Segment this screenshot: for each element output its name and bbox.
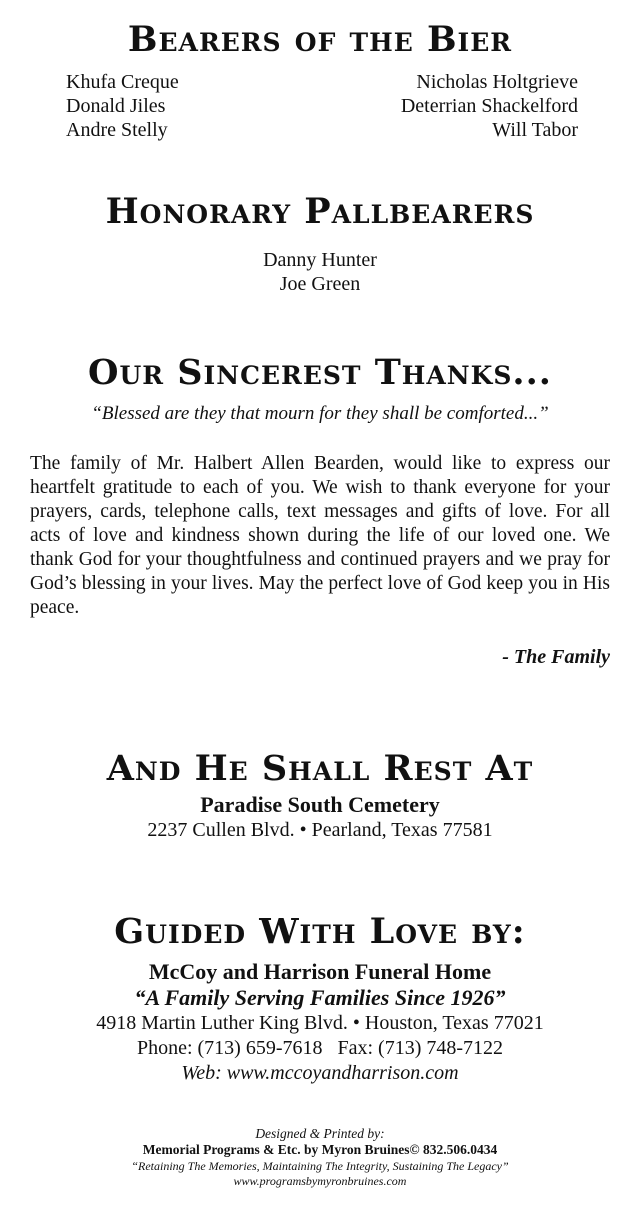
funeral-home-slogan: “A Family Serving Families Since 1926”	[134, 985, 506, 1010]
bearer-name: Deterrian Shackelford	[400, 95, 578, 117]
honorary-names	[0, 248, 640, 296]
honorary-heading: Honorary Pallbearers	[105, 191, 535, 232]
cemetery-name: Paradise South Cemetery	[200, 792, 440, 817]
funeral-home-web: Web: www.mccoyandharrison.com	[181, 1062, 459, 1084]
scripture-quote: “Blessed are they that mourn for they shall be comforted...”	[91, 403, 549, 424]
honorary-name: Danny Hunter	[263, 249, 377, 271]
bearers-heading: Bearers of the Bier	[127, 19, 513, 60]
designer-company: Memorial Programs & Etc. by Myron Bruines© 832.506.0434	[142, 1142, 498, 1157]
designer-website: www.programsbymyronbruines.com	[233, 1174, 407, 1188]
designed-by-label: Designed & Printed by:	[255, 1126, 385, 1141]
cemetery-address: 2237 Cullen Blvd. • Pearland, Texas 77581	[147, 819, 493, 841]
bearers-right-column	[401, 70, 578, 142]
funeral-home-phone: Phone: (713) 659-7618 Fax: (713) 748-7122	[136, 1037, 504, 1059]
funeral-home-name: McCoy and Harrison Funeral Home	[148, 959, 492, 984]
bearer-name: Donald Jiles	[66, 95, 166, 117]
bearer-name: Andre Stelly	[66, 119, 168, 141]
thanks-paragraph: The family of Mr. Halbert Allen Bearden, would like to express our heartfelt gratitude to each of you. We wish to thank everyone for your prayers, cards, telephone calls, text messages and gifts of love. For all acts of love and kindness shown during the life of our loved one. We thank God for your thoughtfulness and continued prayers and we pray for God’s blessing in your lives. May the perfect love of God keep you in His peace.	[30, 453, 610, 618]
thanks-heading: Our Sincerest Thanks...	[88, 352, 552, 393]
family-signature: - The Family	[502, 646, 610, 668]
guided-heading: Guided With Love by:	[114, 911, 526, 952]
funeral-home-address: 4918 Martin Luther King Blvd. • Houston, Texas 77021	[96, 1012, 544, 1034]
rest-heading: And He Shall Rest At	[106, 748, 534, 789]
bearer-name: Khufa Creque	[66, 71, 179, 93]
honorary-name: Joe Green	[279, 273, 361, 295]
designer-motto: “Retaining The Memories, Maintaining The Integrity, Sustaining The Legacy”	[131, 1159, 509, 1173]
bearer-name: Nicholas Holtgrieve	[416, 71, 578, 93]
bearers-left-column	[66, 70, 179, 142]
bearer-name: Will Tabor	[492, 119, 578, 141]
